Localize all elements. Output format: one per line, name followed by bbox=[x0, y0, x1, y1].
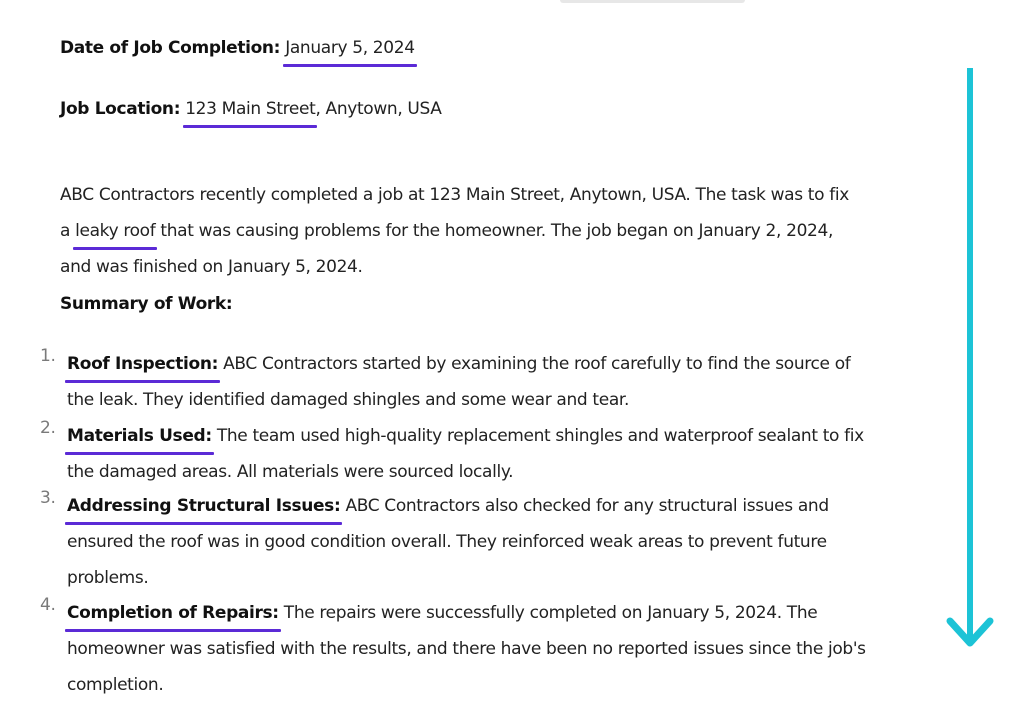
job-description bbox=[60, 177, 850, 285]
list-item-title: Roof Inspection: bbox=[67, 354, 219, 374]
list-item-number: 1. bbox=[40, 346, 56, 366]
list-item-body: The repairs were successfully completed on January 5, 2024. The homeowner was satisfied with the results, and there have been no reported issues since the job's completion. bbox=[67, 603, 866, 695]
completion-date-label: Date of Job Completion: bbox=[60, 38, 281, 58]
job-location-city: , Anytown, USA bbox=[315, 99, 442, 119]
list-item-body: ABC Contractors started by examining the roof carefully to find the source of the leak. They identified damaged shingles and some wear and tear. bbox=[67, 354, 851, 410]
job-description-part2: that was causing problems for the homeowner. The job began on January 2, 2024, and was finished on January 5, 2024. bbox=[60, 221, 834, 277]
job-location-label: Job Location: bbox=[60, 99, 181, 119]
job-location-street: 123 Main Street bbox=[185, 99, 316, 119]
job-location-line bbox=[60, 99, 442, 119]
list-item-number: 2. bbox=[40, 418, 56, 438]
summary-heading bbox=[60, 294, 232, 314]
completion-date-value: January 5, 2024 bbox=[285, 38, 415, 58]
list-item-body: The team used high-quality replacement shingles and waterproof sealant to fix the damaged areas. All materials were sourced locally. bbox=[67, 426, 864, 482]
job-description-part1: ABC Contractors recently completed a job at 123 Main Street, Anytown, USA. The task was to fix a bbox=[60, 185, 849, 241]
list-item-title: Materials Used: bbox=[67, 426, 212, 446]
leaky-roof-highlight: leaky roof bbox=[75, 221, 156, 241]
list-item-text bbox=[67, 488, 867, 596]
list-item-text bbox=[67, 418, 867, 490]
list-item-text bbox=[67, 595, 867, 703]
list-item-title: Completion of Repairs: bbox=[67, 603, 279, 623]
list-item-body: ABC Contractors also checked for any structural issues and ensured the roof was in good condition overall. They reinforced weak areas to prevent future problems. bbox=[67, 496, 829, 588]
completion-date-line bbox=[60, 38, 415, 58]
summary-heading-text: Summary of Work: bbox=[60, 294, 233, 314]
down-arrow-icon bbox=[946, 68, 996, 653]
list-item-number: 3. bbox=[40, 488, 56, 508]
list-item-number: 4. bbox=[40, 595, 56, 615]
top-scroll-edge bbox=[560, 0, 745, 3]
list-item-title: Addressing Structural Issues: bbox=[67, 496, 341, 516]
list-item-text bbox=[67, 346, 867, 418]
